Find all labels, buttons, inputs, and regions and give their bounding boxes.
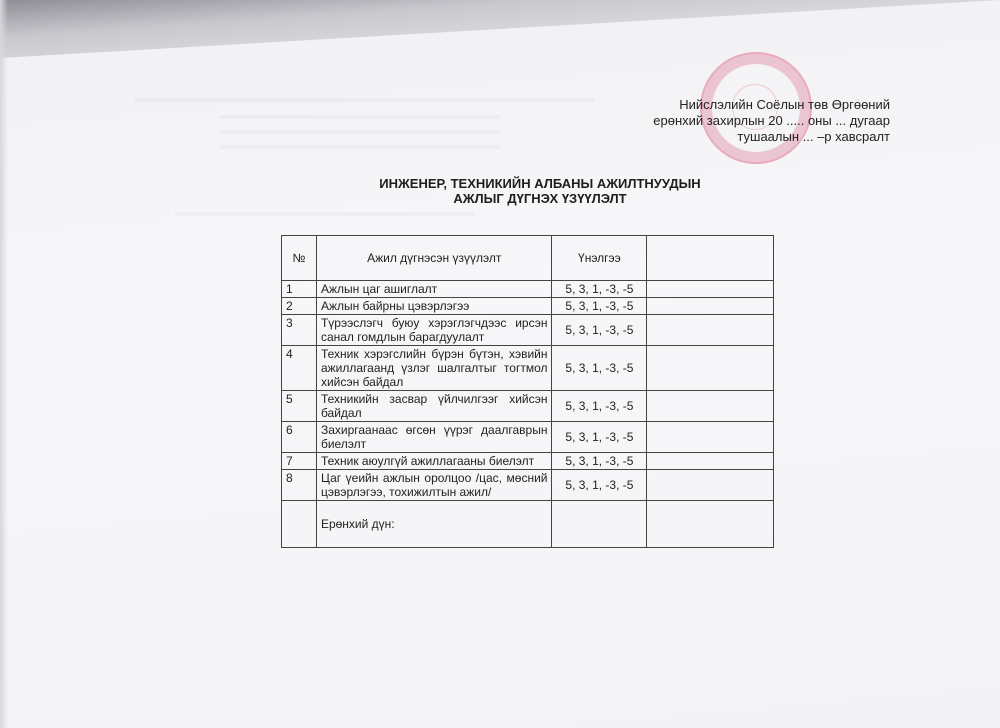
row-criterion: Цаг үеийн ажлын оролцоо /цас, мөсний цэвэрлэгээ, тохижилтын ажил/	[316, 470, 552, 501]
show-through-line	[135, 98, 595, 102]
row-blank-cell	[647, 422, 774, 453]
row-score: 5, 3, 1, -3, -5	[552, 453, 647, 470]
table-row	[282, 391, 774, 422]
row-blank-cell	[647, 315, 774, 346]
total-number-cell	[282, 501, 317, 548]
row-criterion: Техникийн засвар үйлчилгээг хийсэн байдал	[316, 391, 552, 422]
total-label: Ерөнхий дүн:	[316, 501, 552, 548]
table-row	[282, 453, 774, 470]
row-blank-cell	[647, 391, 774, 422]
total-row	[282, 501, 774, 548]
row-score: 5, 3, 1, -3, -5	[552, 470, 647, 501]
header-blank	[647, 236, 774, 281]
document-title	[300, 176, 780, 206]
row-blank-cell	[647, 453, 774, 470]
table-row	[282, 281, 774, 298]
total-score-cell	[552, 501, 647, 548]
header-number: №	[282, 236, 317, 281]
title-line-1: ИНЖЕНЕР, ТЕХНИКИЙН АЛБАНЫ АЖИЛТНУУДЫН	[379, 176, 701, 191]
table-row	[282, 422, 774, 453]
page-left-edge-shadow	[0, 0, 8, 728]
row-score: 5, 3, 1, -3, -5	[552, 281, 647, 298]
row-criterion: Түрээслэгч буюу хэрэглэгчдээс ирсэн санал гомдлын барагдуулалт	[316, 315, 552, 346]
table-row	[282, 315, 774, 346]
header-line-2: ерөнхий захирлын 20 ..... оны ... дугаар	[653, 113, 890, 128]
row-blank-cell	[647, 281, 774, 298]
row-number: 6	[282, 422, 317, 453]
row-number: 8	[282, 470, 317, 501]
row-criterion: Ажлын байрны цэвэрлэгээ	[316, 298, 552, 315]
attachment-header	[600, 97, 890, 145]
row-score: 5, 3, 1, -3, -5	[552, 315, 647, 346]
header-score: Үнэлгээ	[552, 236, 647, 281]
evaluation-table	[281, 235, 774, 548]
row-score: 5, 3, 1, -3, -5	[552, 391, 647, 422]
row-number: 5	[282, 391, 317, 422]
title-line-2: АЖЛЫГ ДҮГНЭХ ҮЗҮҮЛЭЛТ	[453, 191, 627, 206]
row-number: 3	[282, 315, 317, 346]
row-score: 5, 3, 1, -3, -5	[552, 298, 647, 315]
row-score: 5, 3, 1, -3, -5	[552, 346, 647, 391]
row-number: 4	[282, 346, 317, 391]
show-through-line	[220, 145, 500, 149]
row-score: 5, 3, 1, -3, -5	[552, 422, 647, 453]
row-criterion: Техник хэрэгслийн бүрэн бүтэн, хэвийн ажиллагаанд үзлэг шалгалтыг тогтмол хийсэн байдал	[316, 346, 552, 391]
show-through-line	[220, 115, 500, 119]
page-top-edge-shadow	[0, 0, 1000, 58]
row-number: 2	[282, 298, 317, 315]
row-number: 1	[282, 281, 317, 298]
header-criterion: Ажил дүгнэсэн үзүүлэлт	[316, 236, 552, 281]
row-criterion: Ажлын цаг ашиглалт	[316, 281, 552, 298]
show-through-line	[175, 212, 475, 216]
row-blank-cell	[647, 298, 774, 315]
header-line-1: Нийслэлийн Соёлын төв Өргөөний	[679, 97, 890, 112]
table-header-row	[282, 236, 774, 281]
row-number: 7	[282, 453, 317, 470]
table-row	[282, 298, 774, 315]
row-blank-cell	[647, 470, 774, 501]
row-blank-cell	[647, 346, 774, 391]
show-through-line	[220, 130, 500, 134]
table-row	[282, 346, 774, 391]
header-line-3: тушаалын ... –р хавсралт	[737, 129, 890, 144]
row-criterion: Захиргаанаас өгсөн үүрэг даалгаврын биелэлт	[316, 422, 552, 453]
row-criterion: Техник аюулгүй ажиллагааны биелэлт	[316, 453, 552, 470]
total-blank-cell	[647, 501, 774, 548]
table-row	[282, 470, 774, 501]
